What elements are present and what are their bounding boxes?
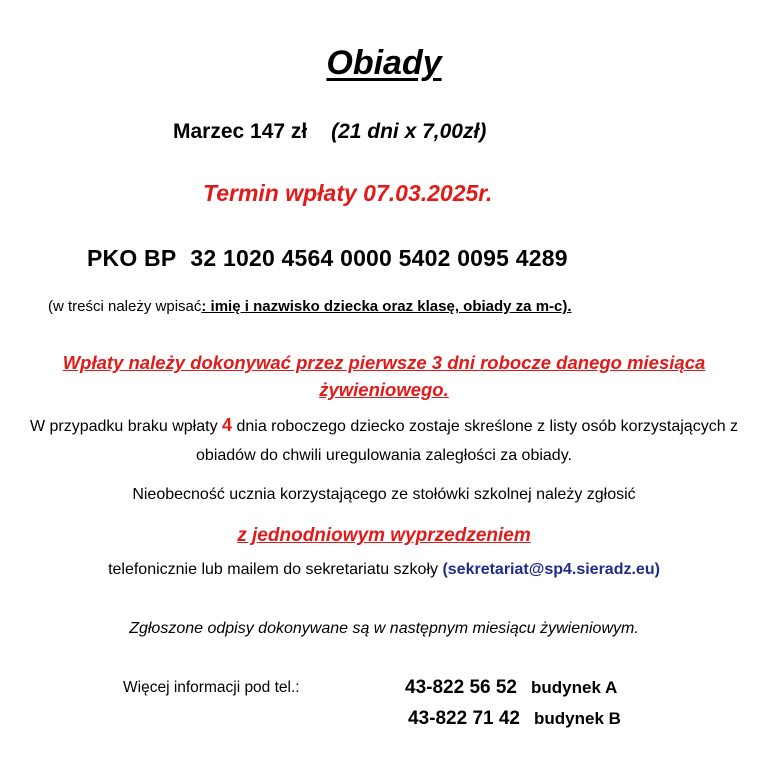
phone-entry [405,677,617,699]
refunds-note: Zgłoszone odpisy dokonywane są w następnym miesiącu żywieniowym. [129,620,639,637]
fee-calculation: (21 dni x 7,00zł) [331,120,487,143]
no-payment-day: 4 [222,415,233,435]
phone-entry [408,708,621,730]
monthly-fee [173,120,486,144]
transfer-title-note [48,298,572,315]
bank-account [87,245,568,272]
no-payment-after: dnia roboczego dziecko zostaje skreślone z listy osób korzystających z obiadów do chwili uregulowania zaległości za obiady. [196,418,739,464]
note-underlined: : imię i nazwisko dziecka oraz klasę, obiady za m-c). [201,298,572,315]
more-info-label: Więcej informacji pod tel.: [123,679,300,696]
absence-notice: Nieobecność ucznia korzystającego ze stołówki szkolnej należy zgłosić [132,486,636,503]
absence-contact [0,561,768,579]
building-label: budynek A [531,678,618,697]
note-prefix: (w treści należy wpisać [48,298,202,315]
phone-number[interactable]: 43-822 56 52 [405,677,517,698]
account-number: 32 1020 4564 0000 5402 0095 4289 [190,245,568,271]
month-amount: Marzec 147 zł [173,120,308,143]
absence-contact-text: telefonicznie lub mailem do sekretariatu szkoły [108,561,443,578]
building-label: budynek B [534,709,621,728]
page-title: Obiady [326,44,442,82]
absence-advance: z jednodniowym wyprzedzeniem [237,525,531,546]
no-payment-notice [20,411,748,470]
payment-rule: Wpłaty należy dokonywać przez pierwsze 3 dni robocze danego miesiąca żywieniowego. [62,352,706,400]
no-payment-before: W przypadku braku wpłaty [29,418,223,435]
payment-deadline: Termin wpłaty 07.03.2025r. [203,180,493,206]
phone-number[interactable]: 43-822 71 42 [408,708,520,729]
school-email[interactable]: (sekretariat@sp4.sieradz.eu) [442,561,660,578]
bank-name: PKO BP [87,245,177,271]
